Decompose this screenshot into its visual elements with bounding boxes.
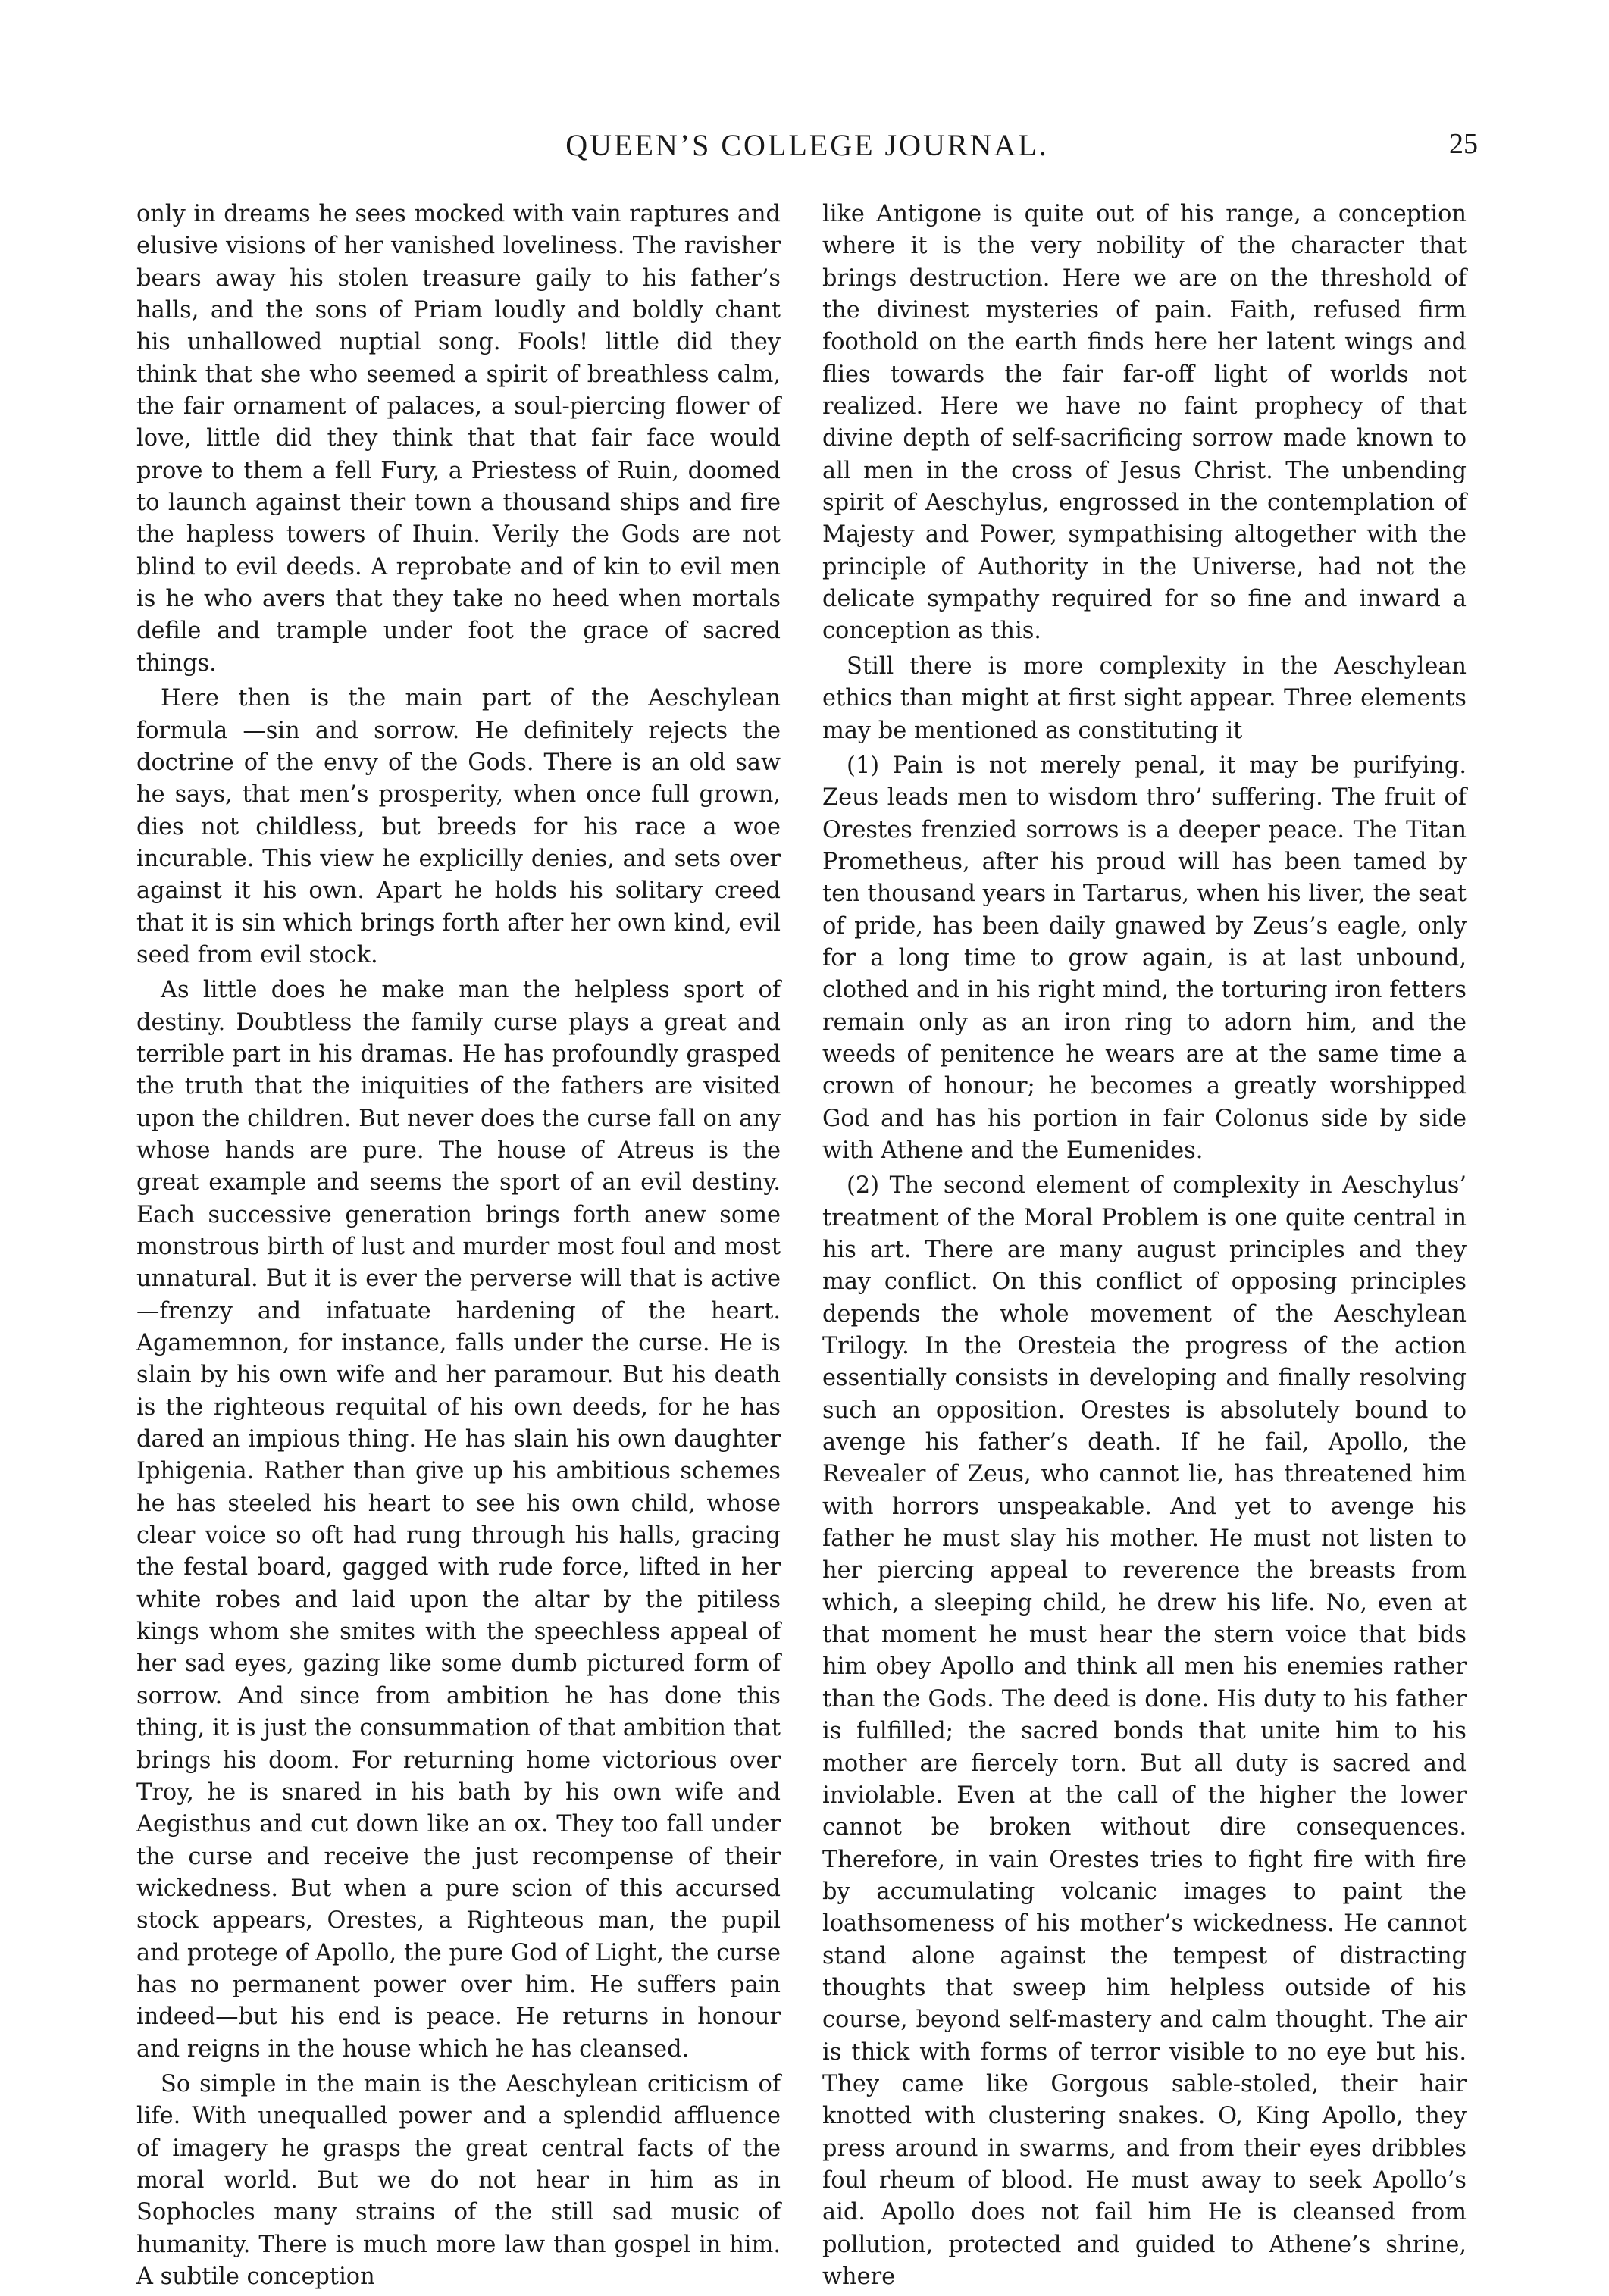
page-number: 25	[1449, 128, 1478, 160]
paragraph: (1) Pain is not merely penal, it may be purifying. Zeus leads men to wisdom thro’ suffering. The fruit of Orestes frenzied sorrows is a deeper peace. The Titan Prometheus, after his proud will has been tamed by ten thousand years in Tartarus, when his liver, the seat of pride, has been daily gnawed by Zeus’s eagle, only for a long time to grow again, is at last unbound, clothed and in his right mind, the torturing iron fetters remain only as an iron ring to adorn him, and the weeds of penitence he wears are at the same time a crown of honour; he becomes a greatly worshipped God and has his portion in fair Colonus side by side with Athene and the Eumenides.	[822, 752, 1467, 1164]
paragraph: So simple in the main is the Aeschylean criticism of life. With unequalled power and a splendid affluence of imagery he grasps the great central facts of the moral world. But we do not hear in him as in Sophocles many strains of the still sad music of humanity. There is much more law than gospel in him. A subtile conception	[136, 2070, 781, 2290]
paragraph: Here then is the main part of the Aeschylean formula —sin and sorrow. He definitely rejects the doctrine of the envy of the Gods. There is an old saw he says, that men’s prosperity, when once full grown, dies not childless, but breeds for his race a woe incurable. This view he explicilly denies, and sets over against it his own. Apart he holds his solitary creed that it is sin which brings forth after her own kind, evil seed from evil stock.	[136, 685, 781, 968]
running-title: QUEEN’S COLLEGE JOURNAL.	[565, 128, 1049, 162]
paragraph: only in dreams he sees mocked with vain raptures and elusive visions of her vanished loveliness. The ravisher bears away his stolen treasure gaily to his father’s halls, and the sons of Priam loudly and boldly chant his unhallowed nuptial song. Fools! little did they think that she who seemed a spirit of breathless calm, the fair ornament of palaces, a soul-piercing flower of love, little did they think that that fair face would prove to them a fell Fury, a Priestess of Ruin, doomed to launch against their town a thousand ships and fire the hapless towers of Ihuin. Verily the Gods are not blind to evil deeds. A reprobate and of kin to evil men is he who avers that they take no heed when mortals defile and trample under foot the grace of sacred things.	[136, 201, 781, 677]
right-column	[822, 199, 1467, 2296]
paragraph: like Antigone is quite out of his range, a conception where it is the very nobility of the character that brings destruction. Here we are on the threshold of the divinest mysteries of pain. Faith, refused firm foothold on the earth finds here her latent wings and flies towards the fair far-off light of worlds not realized. Here we have no faint prophecy of that divine depth of self-sacrificing sorrow made known to all men in the cross of Jesus Christ. The unbending spirit of Aeschylus, engrossed in the contemplation of Majesty and Power, sympathising altogether with the principle of Authority in the Universe, had not the delicate sympathy required for so fine and inward a conception as this.	[822, 201, 1467, 645]
paragraph: (2) The second element of complexity in Aeschylus’ treatment of the Moral Problem is one quite central in his art. There are many august principles and they may conflict. On this conflict of opposing principles depends the whole movement of the Aeschylean Trilogy. In the Oresteia the progress of the action essentially consists in developing and finally resolving such an opposition. Orestes is absolutely bound to avenge his father’s death. If he fail, Apollo, the Revealer of Zeus, who cannot lie, has threatened him with horrors unspeakable. And yet to avenge his father he must slay his mother. He must not listen to her piercing appeal to reverence the breasts from which, a sleeping child, he drew his life. No, even at that moment he must hear the stern voice that bids him obey Apollo and think all men his enemies rather than the Gods. The deed is done. His duty to his father is fulfilled; the sacred bonds that unite him to his mother are fiercely torn. But all duty is sacred and inviolable. Even at the call of the higher the lower cannot be broken without dire consequences. Therefore, in vain Orestes tries to fight fire with fire by accumulating volcanic images to paint the loathsomeness of his mother’s wickedness. He cannot stand alone against the tempest of distracting thoughts that sweep him helpless outside of his course, beyond self-mastery and calm thought. The air is thick with forms of terror visible to no eye but his. They came like Gorgous sable-stoled, their hair knotted with clustering snakes. O, King Apollo, they press around in swarms, and from their eyes dribbles foul rheum of blood. He must away to seek Apollo’s aid. Apollo does not fail him He is cleansed from pollution, protected and guided to Athene’s shrine, where	[822, 1172, 1467, 2290]
page-header	[136, 127, 1478, 173]
paragraph: As little does he make man the helpless sport of destiny. Doubtless the family curse plays a great and terrible part in his dramas. He has profoundly grasped the truth that the iniquities of the fathers are visited upon the children. But never does the curse fall on any whose hands are pure. The house of Atreus is the great example and seems the sport of an evil destiny. Each successive generation brings forth anew some monstrous birth of lust and murder most foul and most unnatural. But it is ever the perverse will that is active—frenzy and infatuate hardening of the heart. Agamemnon, for instance, falls under the curse. He is slain by his own wife and her paramour. But his death is the righteous requital of his own deeds, for he has dared an impious thing. He has slain his own daughter Iphigenia. Rather than give up his ambitious schemes he has steeled his heart to see his own child, whose clear voice so oft had rung through his halls, gracing the festal board, gagged with rude force, lifted in her white robes and laid upon the altar by the pitiless kings whom she smites with the speechless appeal of her sad eyes, gazing like some dumb pictured form of sorrow. And since from ambition he has done this thing, it is just the consummation of that ambition that brings his doom. For returning home victorious over Troy, he is snared in his bath by his own wife and Aegisthus and cut down like an ox. They too fall under the curse and receive the just recompense of their wickedness. But when a pure scion of this accursed stock appears, Orestes, a Righteous man, the pupil and protege of Apollo, the pure God of Light, the curse has no permanent power over him. He suffers pain indeed—but his end is peace. He returns in honour and reigns in the house which he has cleansed.	[136, 977, 781, 2063]
paragraph: Still there is more complexity in the Aeschylean ethics than might at first sight appear. Three elements may be mentioned as constituting it	[822, 652, 1467, 744]
left-column	[136, 199, 781, 2296]
